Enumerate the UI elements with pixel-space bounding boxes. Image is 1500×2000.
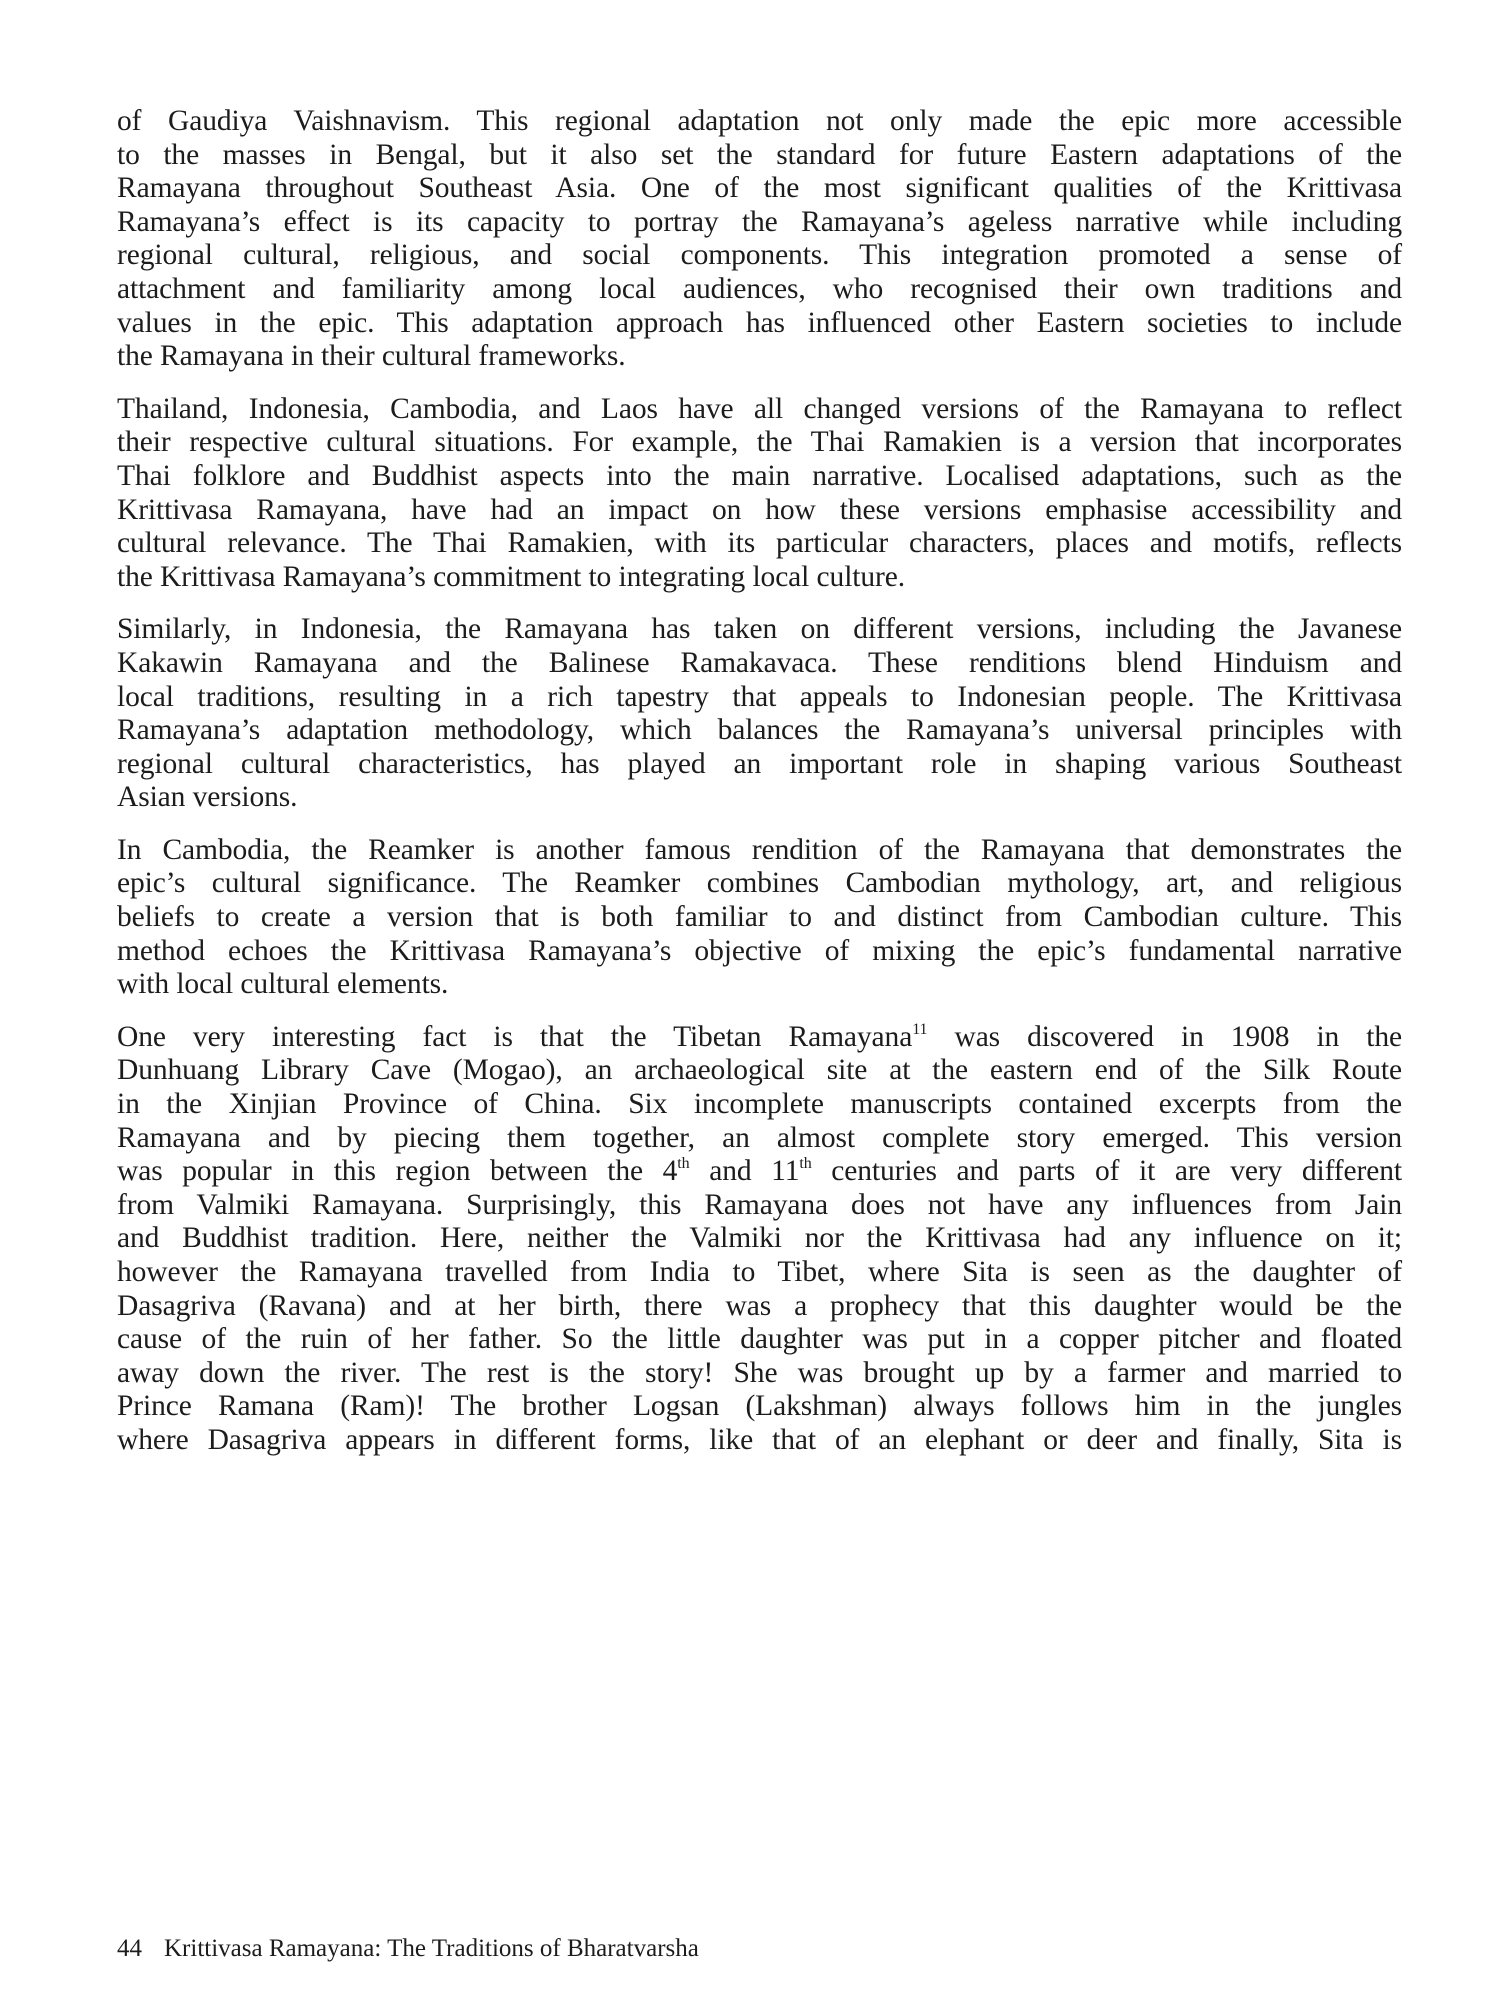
text-fragment: was popular in this region between the 4 <box>117 1155 678 1188</box>
text-line: attachment and familiarity among local audiences, who recognised their own traditions and <box>117 272 1402 305</box>
text-line: Ramayana’s adaptation methodology, which balances the Ramayana’s universal principles with <box>117 714 1402 747</box>
text-line: In Cambodia, the Reamker is another famous rendition of the Ramayana that demonstrates the <box>117 833 1402 866</box>
paragraph-tibetan-ramayana <box>117 1021 1402 1458</box>
text-line: Asian versions. <box>117 781 298 814</box>
text-line: cause of the ruin of her father. So the little daughter was put in a copper pitcher and floated <box>117 1323 1402 1356</box>
text-line: values in the epic. This adaptation approach has influenced other Eastern societies to include <box>117 306 1402 339</box>
text-fragment: and 11 <box>689 1155 800 1188</box>
text-line: the Ramayana in their cultural frameworks. <box>117 340 626 373</box>
text-line: Kakawin Ramayana and the Balinese Ramakavaca. These renditions blend Hinduism and <box>117 646 1402 679</box>
text-line: the Krittivasa Ramayana’s commitment to integrating local culture. <box>117 560 906 593</box>
footnote-reference[interactable]: 11 <box>912 1020 928 1038</box>
text-line: Ramayana’s effect is its capacity to portray the Ramayana’s ageless narrative while including <box>117 205 1402 238</box>
paragraph-indonesia <box>117 613 1402 815</box>
text-line: cultural relevance. The Thai Ramakien, with its particular characters, places and motifs, reflects <box>117 527 1402 560</box>
text-line: with local cultural elements. <box>117 968 449 1001</box>
paragraph-thailand <box>117 393 1402 595</box>
text-line: where Dasagriva appears in different forms, like that of an elephant or deer and finally, Sita is <box>117 1423 1402 1456</box>
text-line: Thailand, Indonesia, Cambodia, and Laos have all changed versions of the Ramayana to reflect <box>117 392 1402 425</box>
text-fragment: centuries and parts of it are very different <box>811 1155 1402 1188</box>
page-footer <box>117 1935 699 1963</box>
text-line: Ramayana and by piecing them together, an almost complete story emerged. This version <box>117 1121 1402 1154</box>
text-fragment: One very interesting fact is that the Tibetan Ramayana <box>117 1020 913 1053</box>
text-line: Ramayana throughout Southeast Asia. One of the most significant qualities of the Krittivasa <box>117 172 1402 205</box>
text-line: their respective cultural situations. For example, the Thai Ramakien is a version that incorporates <box>117 426 1402 459</box>
ordinal-suffix: th <box>677 1155 690 1173</box>
text-fragment: was discovered in 1908 in the <box>927 1020 1403 1053</box>
text-line: regional cultural characteristics, has played an important role in shaping various Southeast <box>117 747 1402 780</box>
text-line: of Gaudiya Vaishnavism. This regional adaptation not only made the epic more accessible <box>117 105 1402 137</box>
text-line <box>117 1155 1402 1189</box>
text-line: local traditions, resulting in a rich tapestry that appeals to Indonesian people. The Krittivasa <box>117 680 1402 713</box>
text-line: to the masses in Bengal, but it also set the standard for future Eastern adaptations of the <box>117 138 1402 171</box>
text-line: from Valmiki Ramayana. Surprisingly, this Ramayana does not have any influences from Jain <box>117 1188 1402 1221</box>
text-line: method echoes the Krittivasa Ramayana’s objective of mixing the epic’s fundamental narrative <box>117 934 1402 967</box>
text-line: Thai folklore and Buddhist aspects into the main narrative. Localised adaptations, such as the <box>117 459 1402 492</box>
text-line: regional cultural, religious, and social components. This integration promoted a sense of <box>117 239 1402 272</box>
text-line: in the Xinjian Province of China. Six incomplete manuscripts contained excerpts from the <box>117 1088 1402 1121</box>
running-title: Krittivasa Ramayana: The Traditions of Bharatvarsha <box>164 1935 699 1962</box>
page-number: 44 <box>117 1935 142 1962</box>
text-line: Dasagriva (Ravana) and at her birth, there was a prophecy that this daughter would be the <box>117 1289 1402 1322</box>
text-line: Krittivasa Ramayana, have had an impact on how these versions emphasise accessibility and <box>117 493 1402 526</box>
text-line: beliefs to create a version that is both familiar to and distinct from Cambodian culture. This <box>117 901 1402 934</box>
text-line: and Buddhist tradition. Here, neither the Valmiki nor the Krittivasa had any influence on it; <box>117 1222 1402 1255</box>
paragraph-gaudiya-vaishnavism <box>117 105 1402 374</box>
text-line <box>117 1021 1402 1055</box>
text-line: Dunhuang Library Cave (Mogao), an archaeological site at the eastern end of the Silk Route <box>117 1054 1402 1087</box>
text-line: epic’s cultural significance. The Reamker combines Cambodian mythology, art, and religious <box>117 867 1402 900</box>
text-line: Similarly, in Indonesia, the Ramayana has taken on different versions, including the Javanese <box>117 613 1402 646</box>
text-line: away down the river. The rest is the story! She was brought up by a farmer and married to <box>117 1356 1402 1389</box>
paragraph-cambodia <box>117 834 1402 1002</box>
ordinal-suffix: th <box>799 1155 812 1173</box>
page-body <box>117 105 1402 1477</box>
text-line: Prince Ramana (Ram)! The brother Logsan (Lakshman) always follows him in the jungles <box>117 1390 1402 1423</box>
text-line: however the Ramayana travelled from India to Tibet, where Sita is seen as the daughter of <box>117 1256 1402 1288</box>
